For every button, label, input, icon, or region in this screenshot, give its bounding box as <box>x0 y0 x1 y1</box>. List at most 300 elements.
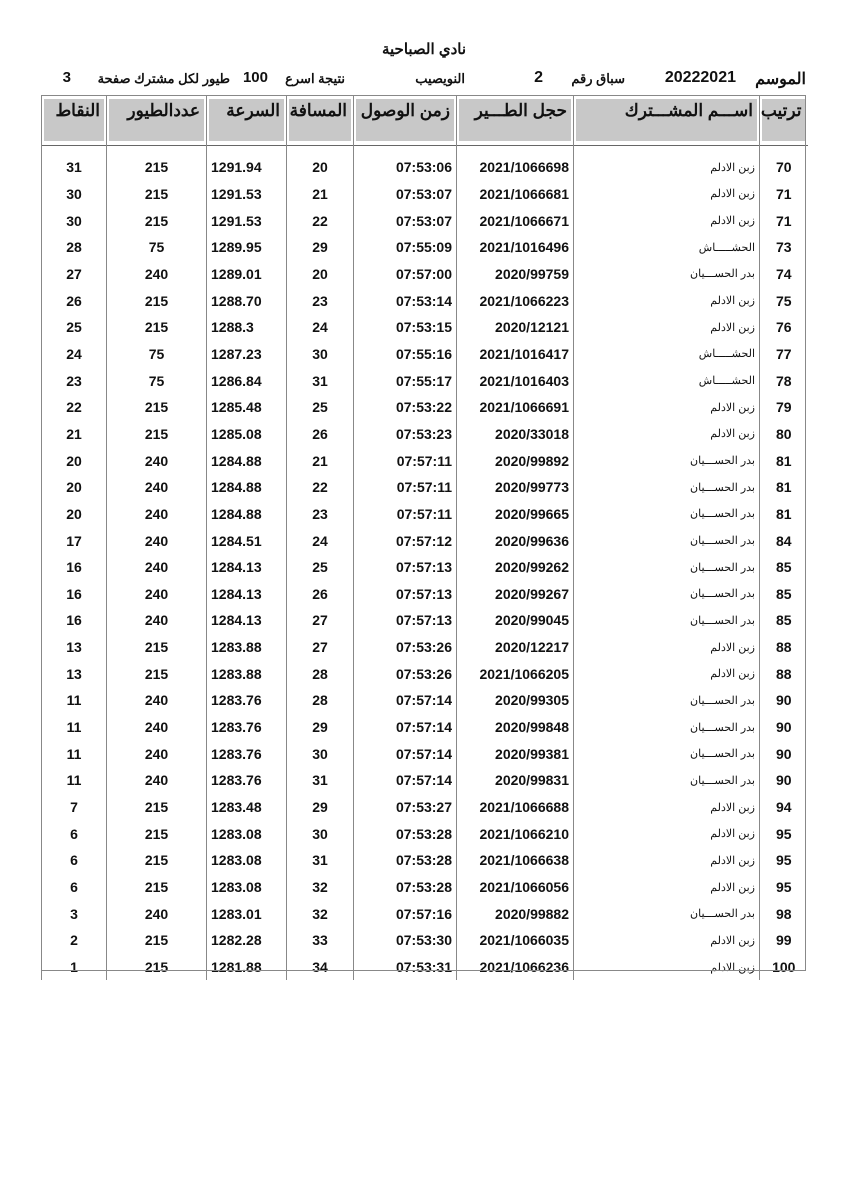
column-header-rank <box>760 95 808 146</box>
cell-speed: 1286.84 <box>207 367 287 394</box>
cell-distance: 28 <box>287 660 354 687</box>
table-row <box>42 660 808 687</box>
cell-distance: 34 <box>287 954 354 981</box>
cell-participant: زبن الادلم <box>574 394 760 421</box>
cell-points: 6 <box>42 874 107 901</box>
cell-distance: 27 <box>287 607 354 634</box>
cell-birds-count: 75 <box>107 367 207 394</box>
cell-participant: بدر الحســـيان <box>574 687 760 714</box>
cell-arrival-time: 07:57:13 <box>354 607 457 634</box>
cell-points: 20 <box>42 501 107 528</box>
cell-speed: 1283.08 <box>207 847 287 874</box>
cell-distance: 29 <box>287 794 354 821</box>
column-header-ring <box>457 95 574 146</box>
cell-birds-count: 75 <box>107 341 207 368</box>
cell-participant: الحشـــــاش <box>574 367 760 394</box>
cell-points: 30 <box>42 181 107 208</box>
cell-points: 16 <box>42 607 107 634</box>
cell-birds-count: 215 <box>107 287 207 314</box>
cell-arrival-time: 07:53:15 <box>354 314 457 341</box>
cell-participant: زبن الادلم <box>574 207 760 234</box>
cell-distance: 31 <box>287 847 354 874</box>
cell-arrival-time: 07:57:14 <box>354 740 457 767</box>
cell-rank: 78 <box>760 367 808 394</box>
cell-ring: 2020/12121 <box>457 314 574 341</box>
table-row <box>42 847 808 874</box>
cell-participant: بدر الحســـيان <box>574 767 760 794</box>
cell-birds-count: 215 <box>107 954 207 981</box>
cell-rank: 85 <box>760 607 808 634</box>
cell-rank: 71 <box>760 207 808 234</box>
column-header-label: حجل الطـــير <box>459 99 571 141</box>
cell-speed: 1283.88 <box>207 634 287 661</box>
cell-speed: 1284.13 <box>207 607 287 634</box>
cell-ring: 2021/1016403 <box>457 367 574 394</box>
cell-speed: 1283.01 <box>207 900 287 927</box>
cell-distance: 22 <box>287 207 354 234</box>
cell-distance: 26 <box>287 421 354 448</box>
cell-participant: بدر الحســـيان <box>574 474 760 501</box>
table-row <box>42 554 808 581</box>
cell-distance: 22 <box>287 474 354 501</box>
cell-distance: 33 <box>287 927 354 954</box>
cell-points: 23 <box>42 367 107 394</box>
cell-arrival-time: 07:53:28 <box>354 820 457 847</box>
cell-birds-count: 240 <box>107 740 207 767</box>
cell-participant: بدر الحســـيان <box>574 900 760 927</box>
cell-speed: 1289.01 <box>207 261 287 288</box>
cell-ring: 2021/1016496 <box>457 234 574 261</box>
cell-speed: 1282.28 <box>207 927 287 954</box>
cell-speed: 1284.88 <box>207 474 287 501</box>
cell-arrival-time: 07:53:28 <box>354 874 457 901</box>
cell-distance: 32 <box>287 900 354 927</box>
cell-ring: 2021/1066056 <box>457 874 574 901</box>
cell-distance: 20 <box>287 261 354 288</box>
cell-participant: بدر الحســـيان <box>574 447 760 474</box>
cell-birds-count: 215 <box>107 394 207 421</box>
cell-speed: 1287.23 <box>207 341 287 368</box>
cell-ring: 2021/1066681 <box>457 181 574 208</box>
table-row <box>42 527 808 554</box>
table-row <box>42 261 808 288</box>
cell-ring: 2021/1066223 <box>457 287 574 314</box>
cell-participant: الحشـــــاش <box>574 234 760 261</box>
cell-birds-count: 215 <box>107 847 207 874</box>
cell-arrival-time: 07:53:26 <box>354 660 457 687</box>
cell-arrival-time: 07:53:27 <box>354 794 457 821</box>
table-row <box>42 314 808 341</box>
table-row <box>42 927 808 954</box>
cell-birds-count: 240 <box>107 607 207 634</box>
cell-arrival-time: 07:53:22 <box>354 394 457 421</box>
cell-participant: الحشـــــاش <box>574 341 760 368</box>
column-header-label: النقاط <box>44 99 104 141</box>
cell-rank: 90 <box>760 687 808 714</box>
cell-distance: 29 <box>287 714 354 741</box>
column-header-participant <box>574 95 760 146</box>
cell-points: 6 <box>42 820 107 847</box>
column-header-label: اســـم المشـــترك <box>576 99 757 141</box>
spacer-cell <box>574 146 760 155</box>
cell-participant: بدر الحســـيان <box>574 554 760 581</box>
table-row <box>42 714 808 741</box>
cell-participant: بدر الحســـيان <box>574 261 760 288</box>
cell-rank: 76 <box>760 314 808 341</box>
cell-participant: زبن الادلم <box>574 314 760 341</box>
cell-ring: 2020/99892 <box>457 447 574 474</box>
cell-speed: 1288.3 <box>207 314 287 341</box>
cell-distance: 23 <box>287 501 354 528</box>
table-row <box>42 820 808 847</box>
cell-ring: 2020/99882 <box>457 900 574 927</box>
spacer-row <box>42 146 808 155</box>
cell-distance: 32 <box>287 874 354 901</box>
cell-arrival-time: 07:53:14 <box>354 287 457 314</box>
cell-speed: 1283.08 <box>207 874 287 901</box>
table-row <box>42 207 808 234</box>
cell-participant: زبن الادلم <box>574 660 760 687</box>
cell-birds-count: 240 <box>107 501 207 528</box>
cell-rank: 90 <box>760 767 808 794</box>
table-row <box>42 421 808 448</box>
cell-speed: 1291.53 <box>207 181 287 208</box>
cell-ring: 2020/99636 <box>457 527 574 554</box>
cell-points: 22 <box>42 394 107 421</box>
table-row <box>42 794 808 821</box>
spacer-cell <box>760 146 808 155</box>
cell-birds-count: 240 <box>107 474 207 501</box>
cell-ring: 2020/99267 <box>457 581 574 608</box>
cell-ring: 2020/12217 <box>457 634 574 661</box>
cell-distance: 31 <box>287 767 354 794</box>
cell-ring: 2021/1066236 <box>457 954 574 981</box>
cell-distance: 21 <box>287 181 354 208</box>
cell-birds-count: 75 <box>107 234 207 261</box>
cell-points: 20 <box>42 447 107 474</box>
cell-rank: 95 <box>760 874 808 901</box>
column-header-birds-count <box>107 95 207 146</box>
cell-distance: 30 <box>287 740 354 767</box>
cell-distance: 30 <box>287 820 354 847</box>
results-table <box>41 95 808 980</box>
table-row <box>42 474 808 501</box>
cell-speed: 1283.76 <box>207 767 287 794</box>
cell-birds-count: 215 <box>107 660 207 687</box>
cell-ring: 2020/99262 <box>457 554 574 581</box>
cell-arrival-time: 07:53:07 <box>354 181 457 208</box>
cell-arrival-time: 07:57:11 <box>354 501 457 528</box>
fastest-value: 100 <box>242 69 268 86</box>
cell-arrival-time: 07:57:13 <box>354 554 457 581</box>
cell-points: 16 <box>42 581 107 608</box>
cell-points: 11 <box>42 714 107 741</box>
table-row <box>42 367 808 394</box>
cell-participant: بدر الحســـيان <box>574 714 760 741</box>
column-header-label: المسافة <box>289 99 351 141</box>
cell-points: 25 <box>42 314 107 341</box>
cell-participant: زبن الادلم <box>574 847 760 874</box>
cell-distance: 28 <box>287 687 354 714</box>
cell-speed: 1284.88 <box>207 501 287 528</box>
cell-arrival-time: 07:57:11 <box>354 474 457 501</box>
cell-points: 27 <box>42 261 107 288</box>
cell-participant: بدر الحســـيان <box>574 527 760 554</box>
cell-speed: 1281.88 <box>207 954 287 981</box>
cell-ring: 2020/99848 <box>457 714 574 741</box>
cell-arrival-time: 07:53:26 <box>354 634 457 661</box>
cell-arrival-time: 07:55:17 <box>354 367 457 394</box>
cell-participant: زبن الادلم <box>574 874 760 901</box>
table-row <box>42 687 808 714</box>
column-header-points <box>42 95 107 146</box>
cell-participant: بدر الحســـيان <box>574 607 760 634</box>
season-value: 20222021 <box>664 69 736 86</box>
cell-points: 21 <box>42 421 107 448</box>
table-row <box>42 394 808 421</box>
cell-points: 1 <box>42 954 107 981</box>
cell-points: 26 <box>42 287 107 314</box>
cell-distance: 24 <box>287 314 354 341</box>
column-header-label: ترتيب <box>762 99 806 141</box>
cell-participant: بدر الحســـيان <box>574 740 760 767</box>
cell-rank: 81 <box>760 501 808 528</box>
cell-birds-count: 215 <box>107 181 207 208</box>
cell-points: 13 <box>42 634 107 661</box>
cell-birds-count: 240 <box>107 767 207 794</box>
cell-arrival-time: 07:55:16 <box>354 341 457 368</box>
cell-birds-count: 215 <box>107 927 207 954</box>
cell-points: 11 <box>42 740 107 767</box>
cell-points: 2 <box>42 927 107 954</box>
cell-ring: 2020/33018 <box>457 421 574 448</box>
cell-rank: 85 <box>760 581 808 608</box>
cell-distance: 25 <box>287 394 354 421</box>
cell-rank: 71 <box>760 181 808 208</box>
cell-participant: زبن الادلم <box>574 181 760 208</box>
cell-rank: 75 <box>760 287 808 314</box>
cell-birds-count: 240 <box>107 900 207 927</box>
cell-points: 11 <box>42 767 107 794</box>
cell-distance: 23 <box>287 287 354 314</box>
cell-birds-count: 215 <box>107 207 207 234</box>
table-row <box>42 287 808 314</box>
column-header-label: عددالطيور <box>109 99 204 141</box>
cell-distance: 30 <box>287 341 354 368</box>
cell-ring: 2020/99305 <box>457 687 574 714</box>
cell-birds-count: 215 <box>107 874 207 901</box>
cell-points: 20 <box>42 474 107 501</box>
cell-speed: 1288.70 <box>207 287 287 314</box>
table-row <box>42 501 808 528</box>
cell-participant: زبن الادلم <box>574 154 760 181</box>
cell-speed: 1283.76 <box>207 687 287 714</box>
fastest-label: نتيجة اسرع <box>285 71 345 86</box>
cell-distance: 31 <box>287 367 354 394</box>
cell-rank: 79 <box>760 394 808 421</box>
cell-speed: 1289.95 <box>207 234 287 261</box>
spacer-cell <box>457 146 574 155</box>
cell-rank: 81 <box>760 474 808 501</box>
cell-rank: 74 <box>760 261 808 288</box>
per-member-label: طيور لكل مشترك صفحة <box>97 71 230 86</box>
column-header-label: زمن الوصول <box>356 99 454 141</box>
cell-participant: بدر الحســـيان <box>574 581 760 608</box>
table-row <box>42 447 808 474</box>
cell-arrival-time: 07:53:31 <box>354 954 457 981</box>
cell-ring: 2020/99773 <box>457 474 574 501</box>
cell-points: 3 <box>42 900 107 927</box>
column-header-speed <box>207 95 287 146</box>
cell-ring: 2020/99831 <box>457 767 574 794</box>
cell-arrival-time: 07:53:28 <box>354 847 457 874</box>
cell-birds-count: 215 <box>107 314 207 341</box>
table-row <box>42 954 808 981</box>
cell-ring: 2021/1066210 <box>457 820 574 847</box>
cell-speed: 1283.88 <box>207 660 287 687</box>
cell-birds-count: 215 <box>107 421 207 448</box>
cell-ring: 2020/99759 <box>457 261 574 288</box>
cell-rank: 100 <box>760 954 808 981</box>
cell-rank: 99 <box>760 927 808 954</box>
column-header-arrival-time <box>354 95 457 146</box>
cell-ring: 2021/1066691 <box>457 394 574 421</box>
cell-distance: 26 <box>287 581 354 608</box>
cell-speed: 1291.53 <box>207 207 287 234</box>
cell-arrival-time: 07:57:12 <box>354 527 457 554</box>
cell-ring: 2021/1066688 <box>457 794 574 821</box>
spacer-cell <box>354 146 457 155</box>
column-header-label: السرعة <box>209 99 284 141</box>
cell-arrival-time: 07:53:07 <box>354 207 457 234</box>
cell-rank: 95 <box>760 820 808 847</box>
cell-points: 16 <box>42 554 107 581</box>
cell-birds-count: 240 <box>107 527 207 554</box>
cell-rank: 80 <box>760 421 808 448</box>
cell-points: 31 <box>42 154 107 181</box>
cell-distance: 25 <box>287 554 354 581</box>
spacer-cell <box>107 146 207 155</box>
column-header-distance <box>287 95 354 146</box>
cell-arrival-time: 07:57:13 <box>354 581 457 608</box>
cell-birds-count: 240 <box>107 447 207 474</box>
cell-rank: 70 <box>760 154 808 181</box>
table-row <box>42 874 808 901</box>
cell-speed: 1284.88 <box>207 447 287 474</box>
cell-rank: 88 <box>760 660 808 687</box>
cell-points: 24 <box>42 341 107 368</box>
table-row <box>42 154 808 181</box>
cell-speed: 1283.48 <box>207 794 287 821</box>
cell-arrival-time: 07:57:14 <box>354 687 457 714</box>
cell-participant: زبن الادلم <box>574 634 760 661</box>
cell-rank: 81 <box>760 447 808 474</box>
cell-speed: 1285.08 <box>207 421 287 448</box>
cell-ring: 2020/99381 <box>457 740 574 767</box>
cell-birds-count: 215 <box>107 154 207 181</box>
cell-distance: 29 <box>287 234 354 261</box>
cell-distance: 21 <box>287 447 354 474</box>
cell-speed: 1284.51 <box>207 527 287 554</box>
cell-participant: بدر الحســـيان <box>574 501 760 528</box>
cell-participant: زبن الادلم <box>574 794 760 821</box>
cell-ring: 2021/1016417 <box>457 341 574 368</box>
cell-speed: 1283.76 <box>207 714 287 741</box>
cell-rank: 94 <box>760 794 808 821</box>
cell-arrival-time: 07:53:06 <box>354 154 457 181</box>
cell-speed: 1284.13 <box>207 554 287 581</box>
cell-arrival-time: 07:57:11 <box>354 447 457 474</box>
table-row <box>42 634 808 661</box>
spacer-cell <box>207 146 287 155</box>
cell-rank: 88 <box>760 634 808 661</box>
season-label: الموسم <box>755 71 806 88</box>
cell-arrival-time: 07:57:14 <box>354 767 457 794</box>
spacer-cell <box>42 146 107 155</box>
cell-speed: 1291.94 <box>207 154 287 181</box>
table-header-row <box>42 95 808 146</box>
cell-participant: زبن الادلم <box>574 927 760 954</box>
cell-participant: زبن الادلم <box>574 421 760 448</box>
cell-points: 28 <box>42 234 107 261</box>
cell-points: 7 <box>42 794 107 821</box>
cell-speed: 1285.48 <box>207 394 287 421</box>
cell-speed: 1284.13 <box>207 581 287 608</box>
cell-birds-count: 215 <box>107 634 207 661</box>
cell-arrival-time: 07:57:00 <box>354 261 457 288</box>
cell-ring: 2021/1066205 <box>457 660 574 687</box>
race-value: 2 <box>534 69 543 86</box>
cell-speed: 1283.76 <box>207 740 287 767</box>
cell-birds-count: 240 <box>107 261 207 288</box>
table-row <box>42 181 808 208</box>
cell-birds-count: 215 <box>107 820 207 847</box>
cell-distance: 20 <box>287 154 354 181</box>
cell-birds-count: 240 <box>107 581 207 608</box>
location: النويصيب <box>415 71 465 86</box>
cell-arrival-time: 07:57:16 <box>354 900 457 927</box>
cell-arrival-time: 07:55:09 <box>354 234 457 261</box>
table-row <box>42 767 808 794</box>
cell-participant: زبن الادلم <box>574 287 760 314</box>
cell-points: 6 <box>42 847 107 874</box>
table-row <box>42 607 808 634</box>
table-row <box>42 581 808 608</box>
cell-ring: 2020/99665 <box>457 501 574 528</box>
cell-ring: 2021/1066698 <box>457 154 574 181</box>
cell-rank: 77 <box>760 341 808 368</box>
cell-ring: 2021/1066035 <box>457 927 574 954</box>
cell-ring: 2021/1066638 <box>457 847 574 874</box>
spacer-cell <box>287 146 354 155</box>
page-number: 3 <box>62 69 71 86</box>
cell-arrival-time: 07:57:14 <box>354 714 457 741</box>
cell-rank: 84 <box>760 527 808 554</box>
race-label: سباق رقم <box>571 71 625 86</box>
cell-points: 11 <box>42 687 107 714</box>
cell-rank: 90 <box>760 714 808 741</box>
cell-participant: زبن الادلم <box>574 820 760 847</box>
cell-distance: 24 <box>287 527 354 554</box>
cell-speed: 1283.08 <box>207 820 287 847</box>
table-row <box>42 341 808 368</box>
cell-rank: 95 <box>760 847 808 874</box>
cell-distance: 27 <box>287 634 354 661</box>
cell-arrival-time: 07:53:23 <box>354 421 457 448</box>
table-row <box>42 900 808 927</box>
cell-birds-count: 240 <box>107 714 207 741</box>
cell-points: 17 <box>42 527 107 554</box>
